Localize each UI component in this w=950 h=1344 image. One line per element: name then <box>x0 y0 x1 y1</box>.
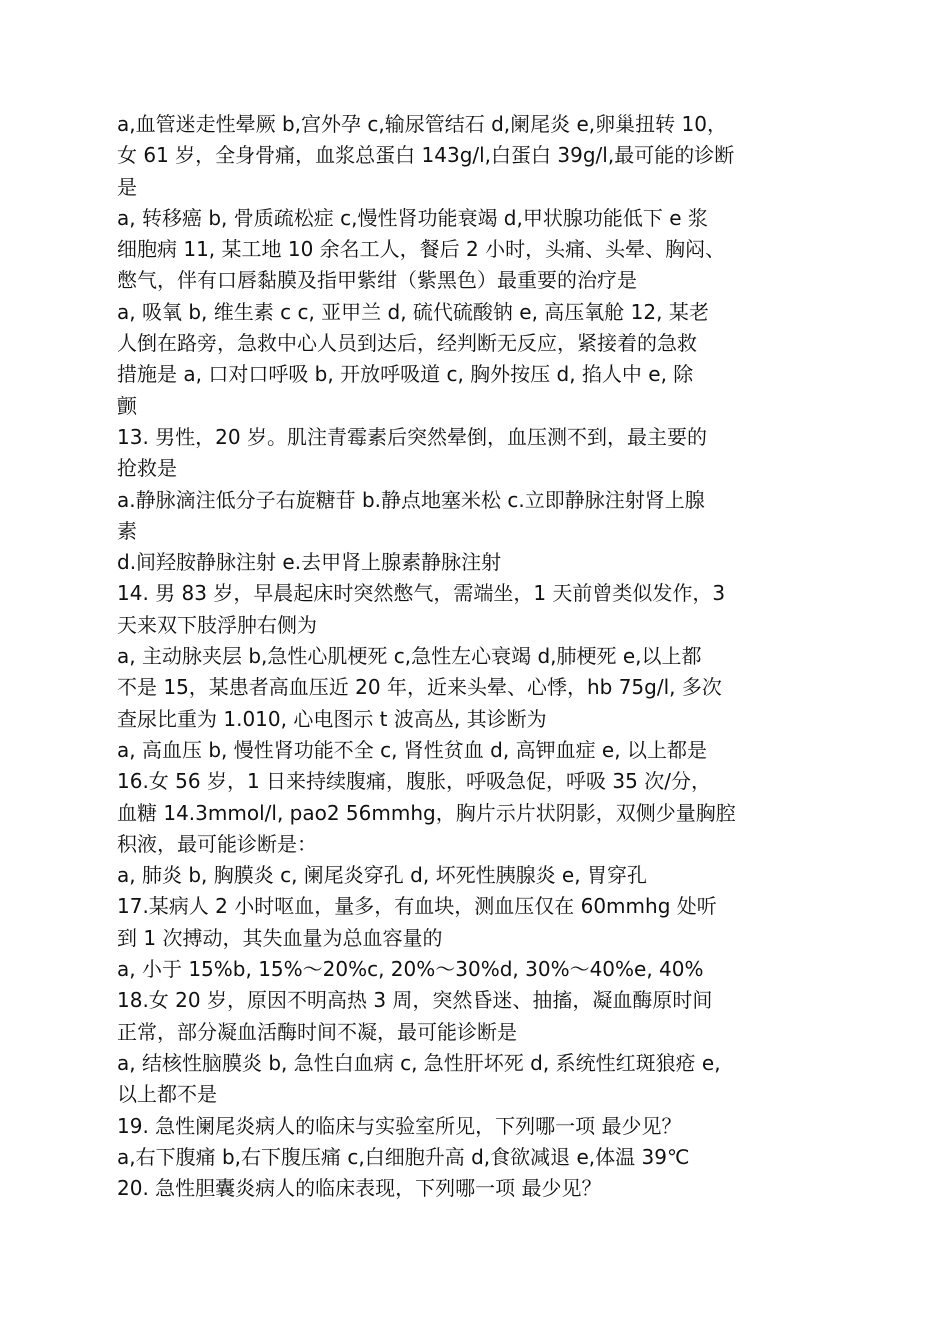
text-line: 正常，部分凝血活酶时间不凝，最可能诊断是 <box>117 1019 517 1044</box>
text-line: 措施是 a, 口对口呼吸 b, 开放呼吸道 c, 胸外按压 d, 掐人中 e, 除 <box>117 362 694 387</box>
text-line: 积液，最可能诊断是： <box>117 831 317 856</box>
text-line: 16.女 56 岁，1 日来持续腹痛，腹胀，呼吸急促，呼吸 35 次/分， <box>117 769 711 794</box>
text-line: 是 <box>117 174 137 199</box>
text-line: a, 转移癌 b, 骨质疏松症 c,慢性肾功能衰竭 d,甲状腺功能低下 e 浆 <box>117 205 708 230</box>
text-line: a.静脉滴注低分子右旋糖苷 b.静点地塞米松 c.立即静脉注射肾上腺 <box>117 487 705 512</box>
text-line: a, 小于 15%b, 15%～20%c, 20%～30%d, 30%～40%e, 40% <box>117 957 704 982</box>
text-line: 查尿比重为 1.010, 心电图示 t 波高丛, 其诊断为 <box>117 706 547 731</box>
text-line: d.间羟胺静脉注射 e.去甲肾上腺素静脉注射 <box>117 550 502 575</box>
text-line: 20. 急性胆囊炎病人的临床表现，下列哪一项 最少见？ <box>117 1176 602 1201</box>
text-line: 素 <box>117 518 137 543</box>
text-line: 到 1 次搏动，其失血量为总血容量的 <box>117 925 443 950</box>
text-line: 18.女 20 岁，原因不明高热 3 周，突然昏迷、抽搐，凝血酶原时间 <box>117 988 713 1013</box>
text-line: 以上都不是 <box>117 1082 217 1107</box>
text-line: 血糖 14.3mmol/l, pao2 56mmhg，胸片示片状阴影，双侧少量胸腔 <box>117 800 736 825</box>
text-line: 人倒在路旁，急救中心人员到达后，经判断无反应，紧接着的急救 <box>117 331 697 356</box>
text-line: 颤 <box>117 393 137 418</box>
text-line: a, 结核性脑膜炎 b, 急性白血病 c, 急性肝坏死 d, 系统性红斑狼疮 e, <box>117 1050 721 1075</box>
text-line: a, 高血压 b, 慢性肾功能不全 c, 肾性贫血 d, 高钾血症 e, 以上都是 <box>117 737 707 762</box>
text-line: a, 吸氧 b, 维生素 c c, 亚甲兰 d, 硫代硫酸钠 e, 高压氧舱 12, 某老 <box>117 299 709 324</box>
text-line: 13. 男性，20 岁。肌注青霉素后突然晕倒，血压测不到，最主要的 <box>117 424 707 449</box>
text-line: a,右下腹痛 b,右下腹压痛 c,白细胞升高 d,食欲减退 e,体温 39℃ <box>117 1144 690 1169</box>
document-body <box>117 109 847 1204</box>
text-line: 天来双下肢浮肿右侧为 <box>117 612 317 637</box>
text-line: a, 主动脉夹层 b,急性心肌梗死 c,急性左心衰竭 d,肺梗死 e,以上都 <box>117 644 702 669</box>
text-line: 憋气，伴有口唇黏膜及指甲紫绀（紫黑色）最重要的治疗是 <box>117 268 637 293</box>
text-line: a,血管迷走性晕厥 b,宫外孕 c,输尿管结石 d,阑尾炎 e,卵巢扭转 10， <box>117 112 727 136</box>
text-line: 19. 急性阑尾炎病人的临床与实验室所见，下列哪一项 最少见？ <box>117 1113 682 1138</box>
text-line: 细胞病 11, 某工地 10 余名工人，餐后 2 小时，头痛、头晕、胸闷、 <box>117 237 726 262</box>
text-line: 不是 15，某患者高血压近 20 年，近来头晕、心悸，hb 75g/l, 多次 <box>117 675 722 700</box>
text-line: 17.某病人 2 小时呕血，量多，有血块，测血压仅在 60mmhg 处听 <box>117 894 717 919</box>
text-line: 女 61 岁，全身骨痛，血浆总蛋白 143g/l,白蛋白 39g/l,最可能的诊断 <box>117 143 735 168</box>
text-line: a, 肺炎 b, 胸膜炎 c, 阑尾炎穿孔 d, 坏死性胰腺炎 e, 胃穿孔 <box>117 863 647 888</box>
text-line: 抢救是 <box>117 456 177 481</box>
text-line: 14. 男 83 岁，早晨起床时突然憋气，需端坐，1 天前曾类似发作，3 <box>117 581 726 606</box>
